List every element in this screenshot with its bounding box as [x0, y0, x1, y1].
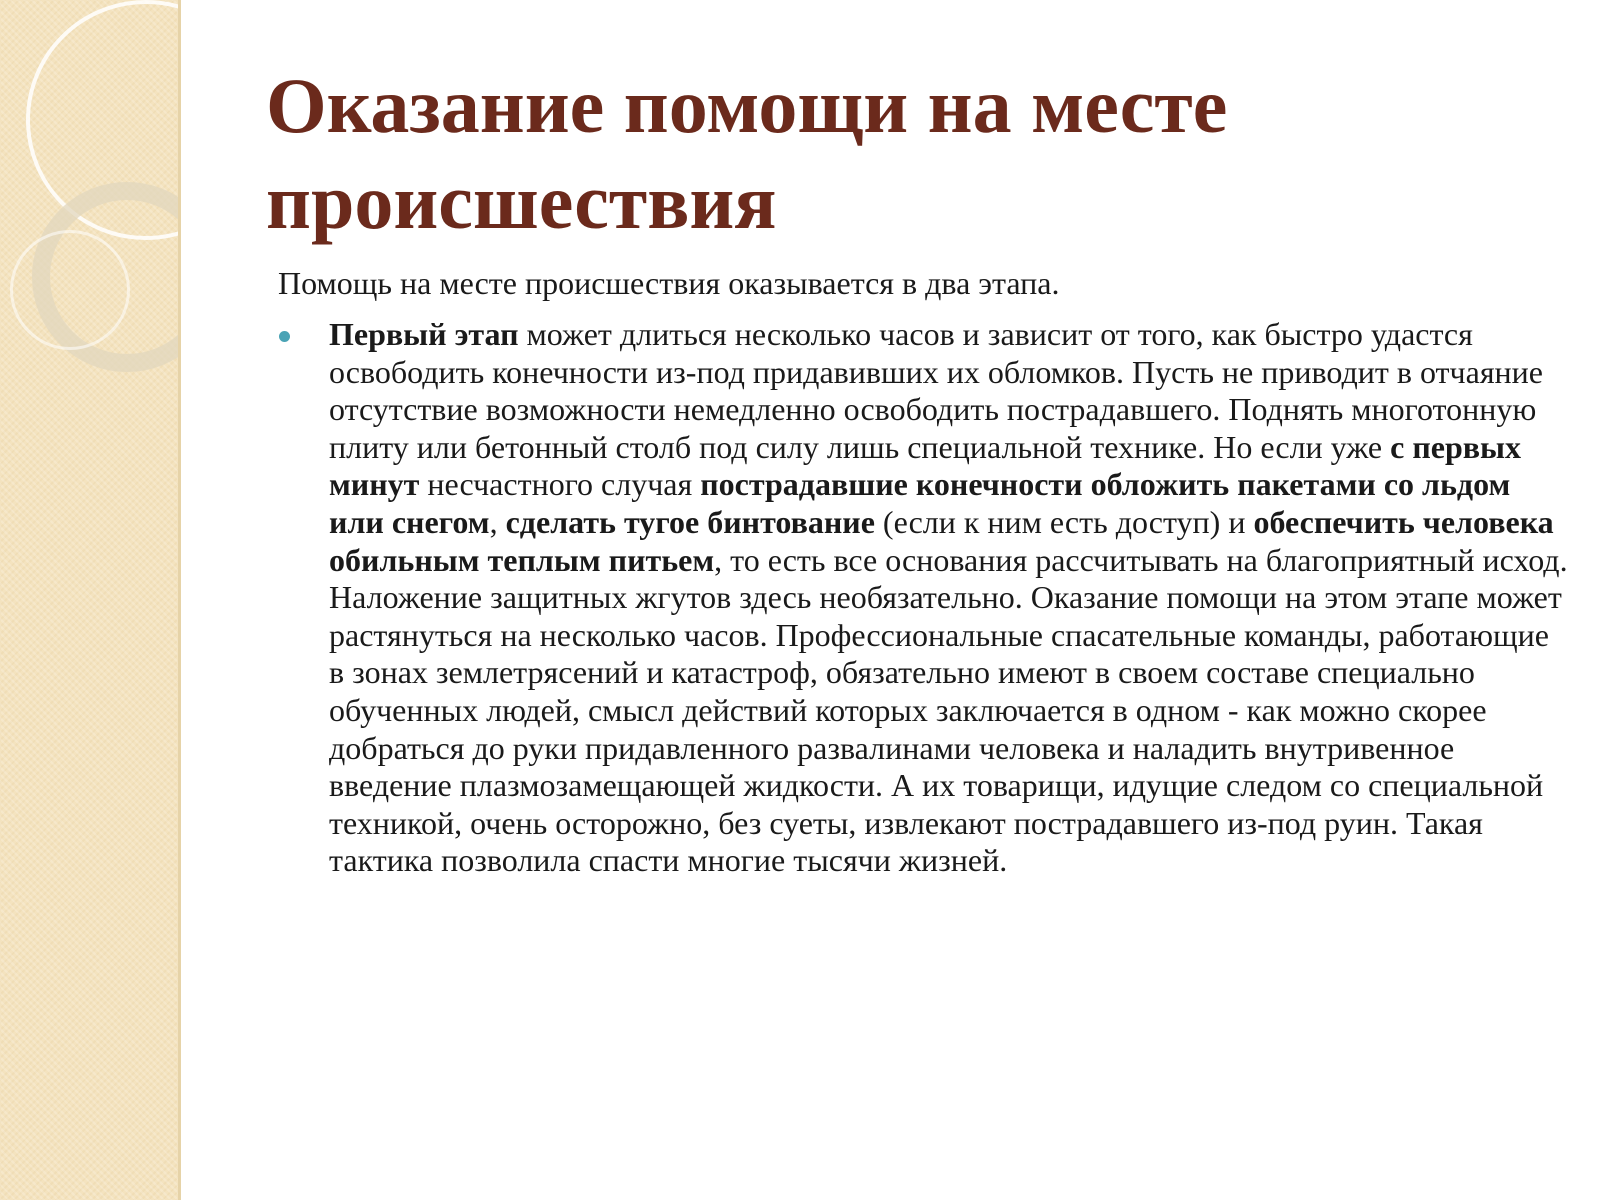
- intro-text: Помощь на месте происшествия оказывается в два этапа.: [278, 265, 1060, 301]
- body-segment: может длиться несколько часов и зависит от того, как быстро удастся освободить конечности из-под придавивших их обломков. Пусть не приводит в отчаяние отсутствие возможности немедленно освободить пострадавшего. Поднять многотонную плиту или бетонный столб под силу лишь специальной технике. Но если уже: [329, 316, 1543, 465]
- first-stage-label: Первый этап: [329, 316, 519, 352]
- emphasis-ice-packs: пострадавшие конечности обложить пакетами со льдом или снегом: [329, 466, 1511, 540]
- emphasis-tight-bandage: сделать тугое бинтование: [505, 503, 875, 540]
- bullet-paragraph: [329, 316, 1569, 880]
- body-segment: , то есть все основания рассчитывать на благоприятный исход. Наложение защитных жгутов здесь необязательно. Оказание помощи на этом этапе может растянуться на несколько часов. Профессиональные спасательные команды, работающие в зонах землетрясений и катастроф, обязательно имеют в своем составе специально обученных людей, смысл действий которых заключается в одном - как можно скорее добраться до руки придавленного развалинами человека и наладить внутривенное введение плазмозамещающей жидкости. А их товарищи, идущие следом со специальной техникой, очень осторожно, без суеты, извлекают пострадавшего из-под руин. Такая тактика позволила спасти многие тысячи жизней.: [329, 541, 1568, 879]
- body-segment: несчастного случая: [419, 466, 701, 503]
- slide-title: Оказание помощи на месте происшествия: [266, 62, 1228, 245]
- body-segment: ,: [489, 503, 506, 540]
- decorative-sidebar: [0, 0, 178, 1200]
- decorative-ring-small: [10, 230, 130, 350]
- emphasis-warm-drink: обеспечить человека обильным теплым питьем: [329, 503, 1554, 578]
- emphasis-first-minutes: с первых минут: [329, 428, 1522, 503]
- body-segment: (если к ним есть доступ) и: [874, 503, 1254, 540]
- sidebar-edge: [178, 0, 181, 1200]
- bullet-dot-icon: [279, 331, 290, 342]
